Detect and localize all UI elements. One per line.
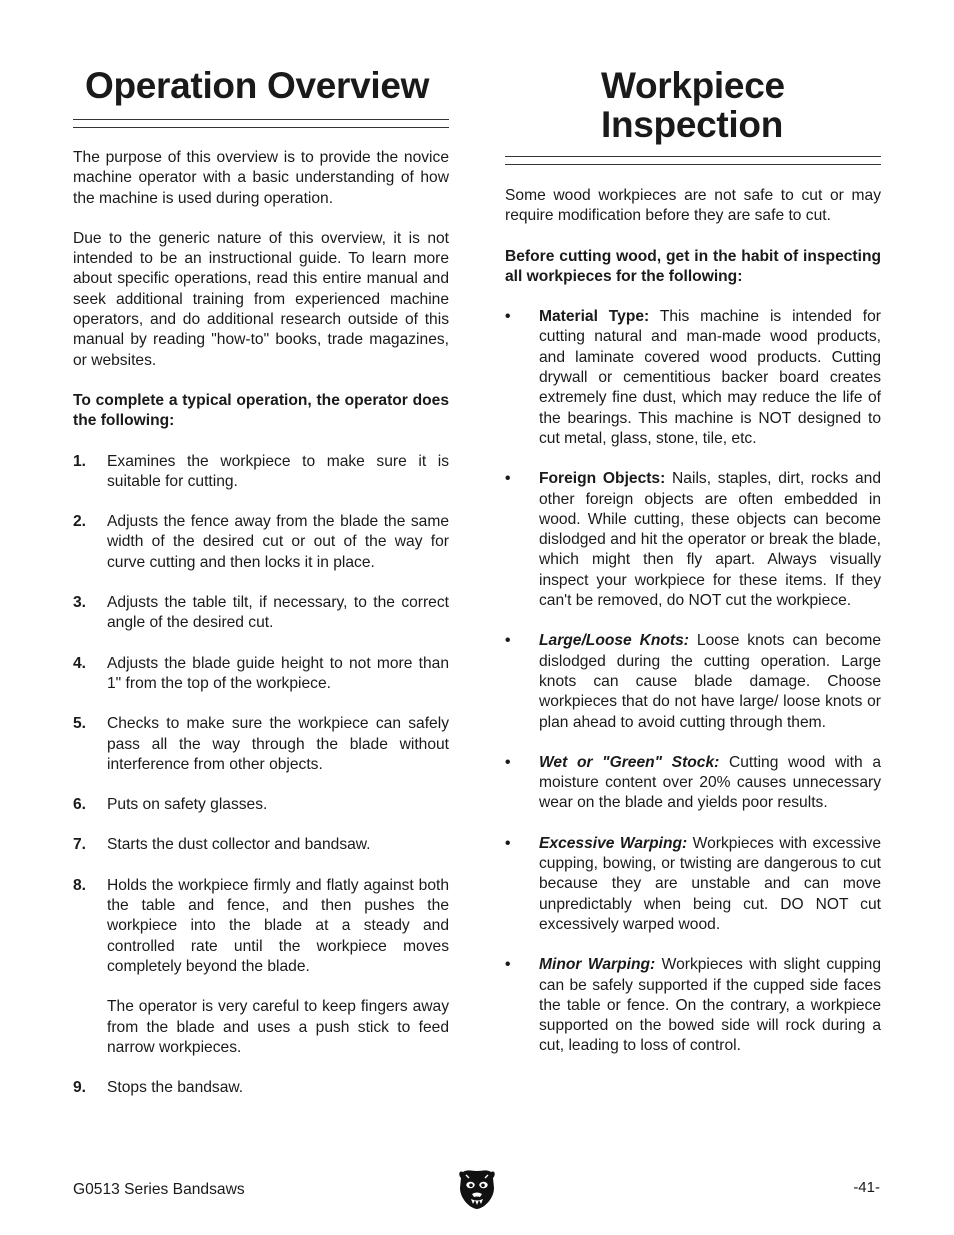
inspection-intro	[505, 186, 881, 287]
inspection-para-1: Some wood workpieces are not safe to cut or may require modification before they are safe to cut.	[505, 187, 881, 225]
overview-para-2: Due to the generic nature of this overview, it is not intended to be an instructional guide. To learn more about specific operations, read this entire manual and seek additional training from experienced machine operators, and do additional research outside of this manual by reading "how-to" books, trade magazines, or websites.	[73, 229, 449, 369]
step-item	[73, 795, 449, 815]
step-number: 5.	[73, 715, 87, 733]
inspection-item	[505, 955, 881, 1056]
item-text: Workpieces with slight cupping can be safely supported if the cupped side faces the table or fence. On the contrary, a workpiece supported on the bowed side will rock during a cut, leading to loss of control.	[539, 956, 881, 1055]
step-number: 7.	[73, 836, 87, 854]
step-number: 3.	[73, 594, 87, 612]
step-text: Stops the bandsaw.	[107, 1079, 244, 1097]
item-text: Cutting wood with a moisture content over 20% causes unnecessary wear on the blade and yields poor results.	[539, 753, 882, 812]
inspection-items-list	[505, 307, 881, 1057]
step-item	[73, 512, 449, 573]
step-subtext: The operator is very careful to keep fingers away from the blade and uses a push stick to feed narrow workpieces.	[107, 998, 449, 1056]
step-text: Checks to make sure the workpiece can safely pass all the way through the blade without interference from other objects.	[107, 715, 449, 773]
item-lead: Wet or "Green" Stock:	[539, 753, 720, 771]
step-number: 8.	[73, 876, 87, 894]
step-number: 1.	[73, 452, 87, 470]
step-item	[73, 1078, 449, 1098]
inspection-para-2: Before cutting wood, get in the habit of inspecting all workpieces for the following:	[505, 247, 881, 285]
step-item	[73, 835, 449, 855]
item-lead: Large/Loose Knots:	[539, 632, 689, 650]
step-number: 9.	[73, 1079, 87, 1097]
item-text: Workpieces with excessive cupping, bowing, or twisting are dangerous to cut because they are unstable and can move unpredictably when being cut. DO NOT cut excessively warped wood.	[539, 834, 881, 933]
inspection-item	[505, 469, 881, 611]
step-text: Holds the workpiece firmly and flatly against both the table and fence, and then pushes the workpiece into the blade at a steady and controlled rate until the workpiece moves completely beyond the blade.	[107, 876, 449, 975]
operation-steps-list	[73, 452, 449, 1099]
bullet-icon: •	[505, 956, 511, 974]
step-number: 2.	[73, 513, 87, 531]
item-text: Nails, staples, dirt, rocks and other foreign objects are often embedded in wood. While cutting, these objects can become dislodged and hit the operator or break the blade, which might then fly apart. Always visually inspect your workpiece for these items. If they can't be removed, do NOT cut the workpiece.	[539, 470, 881, 610]
item-lead: Minor Warping:	[539, 956, 656, 974]
inspection-item	[505, 631, 881, 732]
inspection-item	[505, 834, 881, 935]
step-item	[73, 876, 449, 1058]
item-lead: Excessive Warping:	[539, 834, 688, 852]
overview-intro	[73, 148, 449, 432]
item-lead: Material Type:	[539, 308, 650, 326]
operation-overview-column	[73, 66, 449, 1098]
step-item	[73, 714, 449, 775]
step-item	[73, 654, 449, 695]
bullet-icon: •	[505, 834, 511, 852]
step-number: 4.	[73, 654, 87, 672]
bullet-icon: •	[505, 753, 511, 771]
overview-para-1: The purpose of this overview is to provide the novice machine operator with a basic understanding of how the machine is used during operation.	[73, 149, 449, 207]
title-divider	[73, 119, 449, 128]
title-divider	[505, 156, 881, 165]
step-number: 6.	[73, 796, 87, 814]
item-lead: Foreign Objects:	[539, 470, 666, 488]
footer-model: G0513 Series Bandsaws	[73, 1181, 245, 1198]
inspection-item	[505, 753, 881, 814]
bullet-icon: •	[505, 308, 511, 326]
step-text: Puts on safety glasses.	[107, 796, 268, 814]
step-text: Adjusts the fence away from the blade the same width of the desired cut or out of the way for curve cutting and then locks it in place.	[107, 513, 449, 571]
workpiece-inspection-title	[601, 66, 881, 144]
item-text: Loose knots can become dislodged during the cutting operation. Large knots can cause blade damage. Choose workpieces that do not have large/ loose knots or plan ahead to avoid cutting through them.	[539, 632, 881, 731]
bullet-icon: •	[505, 470, 511, 488]
step-text: Adjusts the blade guide height to not more than 1" from the top of the workpiece.	[107, 654, 449, 692]
overview-para-3: To complete a typical operation, the operator does the following:	[73, 391, 449, 430]
inspection-item	[505, 307, 881, 449]
title-line-1: Workpiece	[601, 65, 785, 106]
step-text: Examines the workpiece to make sure it is suitable for cutting.	[107, 452, 449, 490]
operation-overview-title: Operation Overview	[85, 65, 430, 106]
item-text: This machine is intended for cutting natural and man-made wood products, and laminate covered wood products. Cutting drywall or cementitious backer board creates extremely fine dust, which may reduce the life of the bearings. This machine is NOT designed to cut metal, glass, stone, tile, etc.	[539, 308, 881, 447]
step-text: Adjusts the table tilt, if necessary, to the correct angle of the desired cut.	[107, 594, 449, 632]
title-line-2: Inspection	[601, 104, 784, 145]
step-text: Starts the dust collector and bandsaw.	[107, 836, 371, 854]
step-item	[73, 452, 449, 493]
workpiece-inspection-column	[505, 66, 881, 1057]
grizzly-bear-logo-icon	[457, 1166, 497, 1210]
page-number: -41-	[853, 1179, 880, 1196]
step-item	[73, 593, 449, 634]
bullet-icon: •	[505, 632, 511, 650]
